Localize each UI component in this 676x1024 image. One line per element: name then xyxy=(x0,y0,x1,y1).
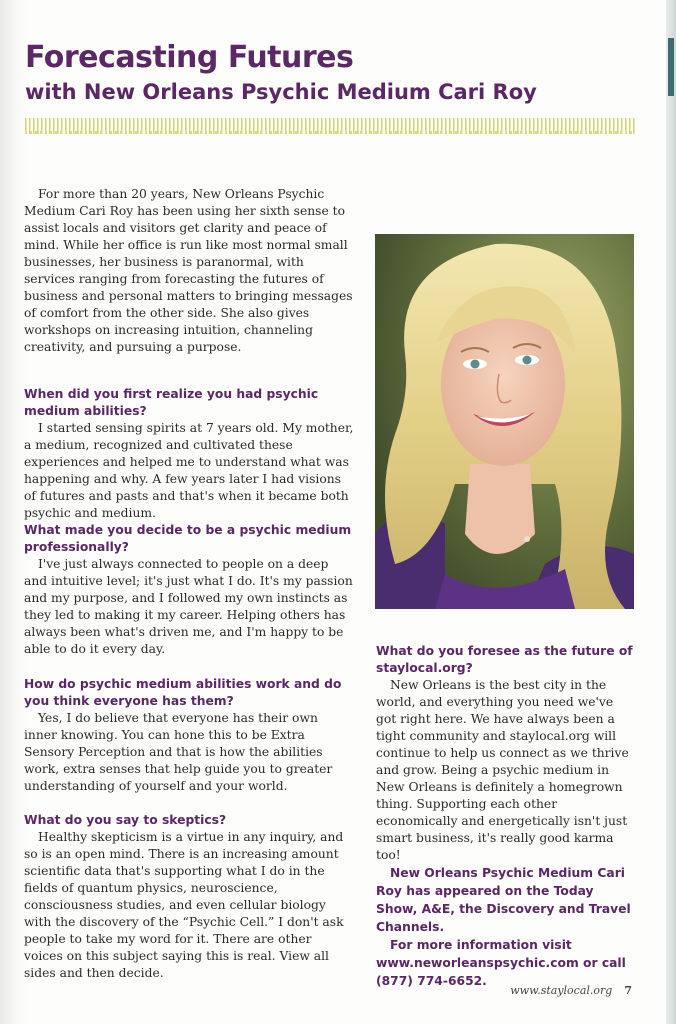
intro-paragraph: For more than 20 years, New Orleans Psychic Medium Cari Roy has been using her sixth sense to assist locals and visitors get clarity and peace of mind. While her office is run like most normal small businesses, her business is paranormal, with services ranging from forecasting the futures of business and personal matters to bringing messages of comfort from the other side. She also gives workshops on increasing intuition, channeling creativity, and pursuing a purpose. xyxy=(24,187,353,354)
qa-block-1 xyxy=(24,386,354,522)
credit-block xyxy=(376,864,634,990)
answer: Yes, I do believe that everyone has their own inner knowing. You can hone this to be Extra Sensory Perception and that is how the abilities work, extra senses that help guide you to greater understanding of yourself and your world. xyxy=(24,711,333,793)
contact-text: For more information visit www.neworleanspsychic.com or call (877) 774-6652. xyxy=(376,938,626,988)
article-subtitle: with New Orleans Psychic Medium Cari Roy xyxy=(25,80,537,104)
qa-block-5 xyxy=(376,643,634,864)
page-number: 7 xyxy=(624,984,632,997)
question: How do psychic medium abilities work and do you think everyone has them? xyxy=(24,677,342,708)
footer-site: www.staylocal.org xyxy=(510,984,613,997)
question: What made you decide to be a psychic medium professionally? xyxy=(24,523,352,554)
question: What do you foresee as the future of staylocal.org? xyxy=(376,644,633,675)
decorative-rule-dots xyxy=(25,131,635,134)
answer: I've just always connected to people on a deep and intuitive level; it's just what I do. It's my passion and my purpose, and I followed my own instincts as they led to making it my career. Helping others has always been what's driven me, and I'm happy to be able to do it every day. xyxy=(24,557,353,656)
question: What do you say to skeptics? xyxy=(24,813,227,827)
qa-block-2 xyxy=(24,522,354,658)
article-title: Forecasting Futures xyxy=(25,40,354,75)
answer: Healthy skepticism is a virtue in any inquiry, and so is an open mind. There is an increasing amount scientific data that's supporting what I do in the fields of quantum physics, neuroscience, consciousness studies, and even cellular biology with the discovery of the “Psychic Cell.” I don't ask people to take my word for it. There are other voices on this subject saying this is real. View all sides and then decide. xyxy=(24,830,344,980)
page-spine xyxy=(666,0,676,1024)
answer: New Orleans is the best city in the world, and everything you need we've got right here. We have always been a tight community and staylocal.org will continue to help us connect as we thrive and grow. Being a psychic medium in New Orleans is definitely a homegrown thing. Supporting each other economically and energetically isn't just smart business, it's really good karma too! xyxy=(376,678,629,862)
portrait-illustration xyxy=(375,234,634,609)
question: When did you first realize you had psychic medium abilities? xyxy=(24,387,319,418)
edge-tab xyxy=(668,38,674,96)
portrait-photo xyxy=(375,234,634,609)
intro-block xyxy=(24,186,354,356)
credit-text: New Orleans Psychic Medium Cari Roy has appeared on the Today Show, A&E, the Discovery and Travel Channels. xyxy=(376,866,631,934)
qa-block-3 xyxy=(24,676,354,795)
answer: I started sensing spirits at 7 years old. My mother, a medium, recognized and cultivated these experiences and helped me to understand what was happening and why. A few years later I had visions of futures and pasts and that's when it became both psychic and medium. xyxy=(24,421,354,520)
qa-block-4 xyxy=(24,812,354,982)
page-footer xyxy=(510,984,632,997)
